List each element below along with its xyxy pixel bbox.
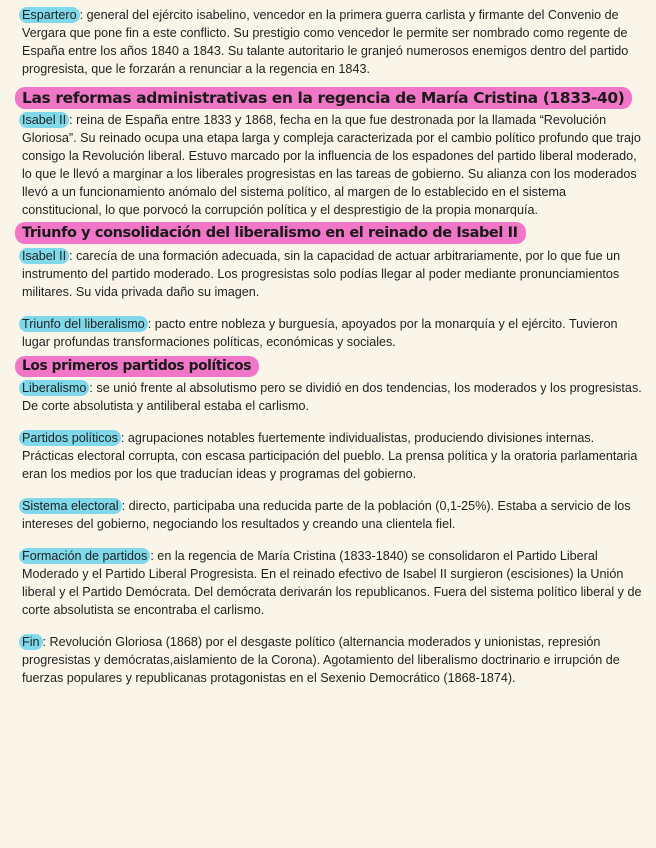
term-highlight: Isabel II	[19, 248, 69, 264]
section-heading-triunfo: Triunfo y consolidación del liberalismo en el reinado de Isabel II	[15, 222, 526, 244]
entry-formacion-partidos	[22, 547, 642, 619]
entry-text: : pacto entre nobleza y burguesía, apoyados por la monarquía y el ejército. Tuvieron lugar profundas transformaciones políticas, económicas y sociales.	[22, 317, 618, 349]
entry-sistema-electoral	[22, 497, 642, 533]
entry-liberalismo	[22, 379, 642, 415]
entry-partidos-politicos	[22, 429, 642, 483]
entry-fin	[22, 633, 642, 687]
entry-isabel-ii-formacion	[22, 247, 642, 301]
term-highlight: Liberalismo	[19, 380, 89, 396]
term-highlight: Triunfo del liberalismo	[19, 316, 148, 332]
term-highlight: Espartero	[19, 7, 80, 23]
entry-text: : agrupaciones notables fuertemente individualistas, produciendo divisiones internas. Prácticas electoral corrupta, con escasa participación del pueblo. La prensa política y la oratoria parlamentaria eran los medios por los que traducían ideas y programas del gobierno.	[22, 431, 638, 481]
entry-text: : Revolución Gloriosa (1868) por el desgaste político (alternancia moderados y unionistas, represión progresistas y demócratas,aislamiento de la Corona). Agotamiento del liberalismo doctrinario e irrupción de fuerzas populares y republicanas protagonistas en el Sexenio Democrático (1868-1874).	[22, 635, 620, 685]
term-highlight: Fin	[19, 634, 43, 650]
section-heading-reformas: Las reformas administrativas en la regencia de María Cristina (1833-40)	[15, 87, 632, 109]
entry-text: : se unió frente al absolutismo pero se dividió en dos tendencias, los moderados y los progresistas. De corte absolutista y antiliberal estaba el carlismo.	[22, 381, 642, 413]
entry-text: : carecía de una formación adecuada, sin la capacidad de actuar arbitrariamente, por lo que fue un instrumento del partido moderado. Los progresistas solo podías llegar al poder mediante pronunciamientos militares. Su vida privada daño su imagen.	[22, 249, 621, 299]
entry-text: : directo, participaba una reducida parte de la población (0,1-25%). Estaba a servicio de los intereses del gobierno, negociando los resultados y creando una clientela fiel.	[22, 499, 631, 531]
entry-text: : general del ejército isabelino, vencedor en la primera guerra carlista y firmante del Convenio de Vergara que pone fin a este conflicto. Su prestigio como vencedor le permite ser nombrado como regente de España entre los años 1840 a 1843. Su talante autoritario le granjeó numerosos enemigos dentro del partido progresista, que le forzarán a renunciar a la regencia en 1843.	[22, 8, 629, 76]
term-highlight: Sistema electoral	[19, 498, 122, 514]
entry-espartero	[22, 6, 642, 78]
term-highlight: Partidos políticos	[19, 430, 121, 446]
entry-triunfo-liberalismo	[22, 315, 642, 351]
term-highlight: Formación de partidos	[19, 548, 150, 564]
entry-isabel-ii-reina	[22, 111, 642, 219]
entry-text: : en la regencia de María Cristina (1833-1840) se consolidaron el Partido Liberal Moderado y el Partido Liberal Progresista. En el reinado efectivo de Isabel II surgieron (escisiones) la Unión liberal y el Partido Demócrata. Del demócrata derivarán los republicanos. Fuera del sistema político liberal y de corte absolutista se encontraba el carlismo.	[22, 549, 642, 617]
entry-text: : reina de España entre 1833 y 1868, fecha en la que fue destronada por la llamada “Revolución Gloriosa”. Su reinado ocupa una etapa larga y compleja caracterizada por el cambio político profundo que trajo consigo la Revolución liberal. Estuvo marcado por la influencia de los espadones del partido liberal moderado, lo que le llevó a marginar a los liberales progresistas en las tareas de gobierno. Su alianza con los moderados llevó a un funcionamiento anómalo del sistema político, al margen de lo establecido en el sistema constitucional, lo que porvocó la corrupción política y el desprestigio de la propia monarquía.	[22, 113, 641, 217]
section-heading-partidos: Los primeros partidos políticos	[15, 356, 259, 377]
term-highlight: Isabel II	[19, 112, 69, 128]
